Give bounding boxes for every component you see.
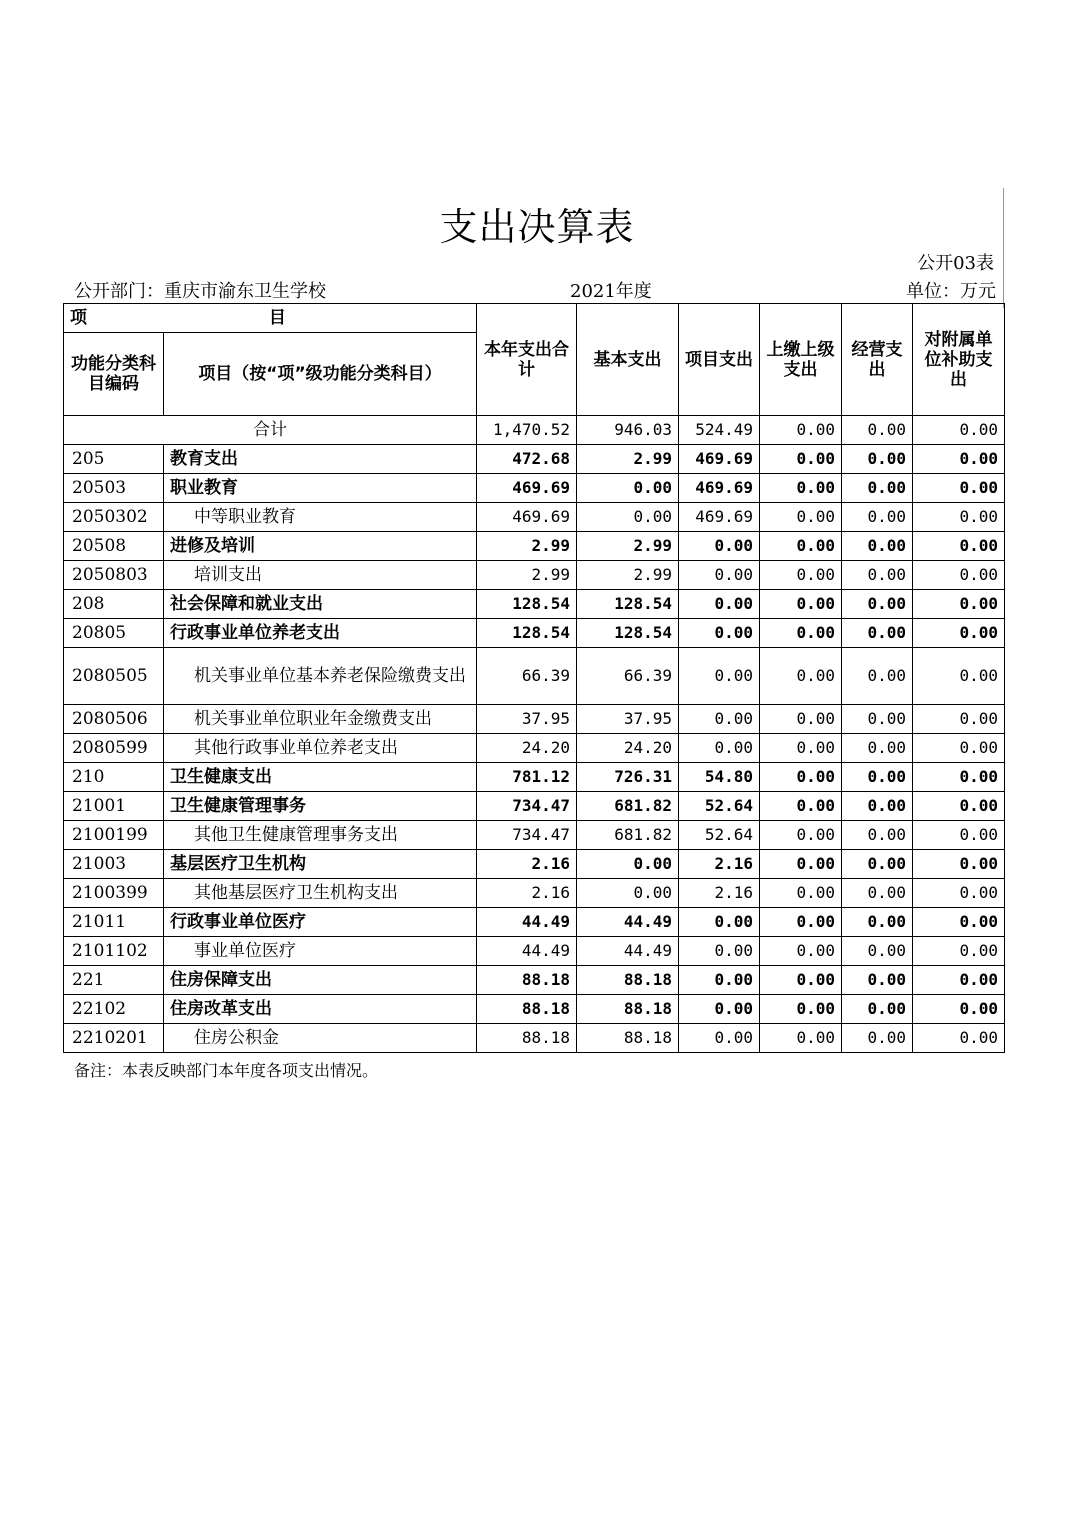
row-code: 2080506 bbox=[64, 705, 164, 734]
row-value: 0.00 bbox=[760, 561, 842, 590]
row-value: 0.00 bbox=[760, 763, 842, 792]
row-value: 0.00 bbox=[842, 503, 913, 532]
row-value: 2.16 bbox=[679, 879, 760, 908]
row-value: 734.47 bbox=[477, 821, 577, 850]
row-value: 52.64 bbox=[679, 821, 760, 850]
row-value: 0.00 bbox=[913, 937, 1005, 966]
row-value: 0.00 bbox=[679, 532, 760, 561]
row-value: 0.00 bbox=[679, 619, 760, 648]
row-value: 0.00 bbox=[679, 590, 760, 619]
row-name: 培训支出 bbox=[164, 561, 477, 590]
row-code: 205 bbox=[64, 445, 164, 474]
row-value: 0.00 bbox=[679, 1024, 760, 1053]
row-value: 0.00 bbox=[760, 995, 842, 1024]
row-value: 681.82 bbox=[577, 821, 679, 850]
row-value: 128.54 bbox=[477, 590, 577, 619]
col-header-basic: 基本支出 bbox=[577, 304, 679, 416]
table-row bbox=[64, 995, 1005, 1024]
footnote: 备注：本表反映部门本年度各项支出情况。 bbox=[74, 1061, 379, 1080]
row-value: 734.47 bbox=[477, 792, 577, 821]
row-name: 卫生健康管理事务 bbox=[164, 792, 477, 821]
row-code: 2100399 bbox=[64, 879, 164, 908]
row-value: 0.00 bbox=[913, 590, 1005, 619]
row-code: 210 bbox=[64, 763, 164, 792]
row-value: 0.00 bbox=[913, 966, 1005, 995]
row-value: 781.12 bbox=[477, 763, 577, 792]
row-value: 128.54 bbox=[477, 619, 577, 648]
row-value: 0.00 bbox=[679, 705, 760, 734]
row-value: 0.00 bbox=[760, 966, 842, 995]
row-value: 2.99 bbox=[577, 445, 679, 474]
header-row-top bbox=[64, 304, 1005, 333]
row-value: 0.00 bbox=[760, 445, 842, 474]
row-value: 0.00 bbox=[842, 648, 913, 705]
row-value: 0.00 bbox=[760, 850, 842, 879]
row-value: 44.49 bbox=[577, 908, 679, 937]
row-value: 37.95 bbox=[477, 705, 577, 734]
row-code: 20508 bbox=[64, 532, 164, 561]
row-code: 2100199 bbox=[64, 821, 164, 850]
row-value: 0.00 bbox=[679, 561, 760, 590]
row-name: 机关事业单位基本养老保险缴费支出 bbox=[164, 648, 477, 705]
row-value: 0.00 bbox=[913, 619, 1005, 648]
total-cell: 524.49 bbox=[679, 416, 760, 445]
row-value: 0.00 bbox=[842, 445, 913, 474]
row-name: 机关事业单位职业年金缴费支出 bbox=[164, 705, 477, 734]
total-cell: 0.00 bbox=[842, 416, 913, 445]
row-value: 0.00 bbox=[913, 705, 1005, 734]
row-value: 0.00 bbox=[577, 503, 679, 532]
row-value: 0.00 bbox=[913, 821, 1005, 850]
row-value: 469.69 bbox=[679, 503, 760, 532]
total-cell: 0.00 bbox=[760, 416, 842, 445]
unit-label: 单位：万元 bbox=[906, 281, 996, 302]
row-value: 0.00 bbox=[760, 503, 842, 532]
row-code: 22102 bbox=[64, 995, 164, 1024]
row-value: 2.99 bbox=[577, 561, 679, 590]
row-name: 卫生健康支出 bbox=[164, 763, 477, 792]
row-code: 21003 bbox=[64, 850, 164, 879]
row-value: 0.00 bbox=[913, 763, 1005, 792]
row-value: 0.00 bbox=[577, 850, 679, 879]
row-name: 行政事业单位养老支出 bbox=[164, 619, 477, 648]
row-value: 0.00 bbox=[913, 1024, 1005, 1053]
row-value: 0.00 bbox=[760, 1024, 842, 1053]
col-header-total: 本年支出合计 bbox=[477, 304, 577, 416]
row-value: 472.68 bbox=[477, 445, 577, 474]
row-value: 24.20 bbox=[477, 734, 577, 763]
department-label: 公开部门：重庆市渝东卫生学校 bbox=[74, 281, 326, 302]
row-value: 0.00 bbox=[913, 995, 1005, 1024]
row-value: 469.69 bbox=[477, 474, 577, 503]
form-number: 公开03表 bbox=[917, 253, 994, 274]
row-value: 2.99 bbox=[577, 532, 679, 561]
row-value: 0.00 bbox=[760, 532, 842, 561]
row-value: 0.00 bbox=[679, 995, 760, 1024]
row-value: 0.00 bbox=[760, 879, 842, 908]
row-name: 事业单位医疗 bbox=[164, 937, 477, 966]
table-row bbox=[64, 445, 1005, 474]
row-value: 0.00 bbox=[913, 879, 1005, 908]
row-value: 0.00 bbox=[760, 908, 842, 937]
row-code: 21011 bbox=[64, 908, 164, 937]
row-name: 教育支出 bbox=[164, 445, 477, 474]
row-value: 0.00 bbox=[842, 1024, 913, 1053]
row-value: 88.18 bbox=[477, 1024, 577, 1053]
row-value: 88.18 bbox=[577, 995, 679, 1024]
row-value: 726.31 bbox=[577, 763, 679, 792]
row-value: 681.82 bbox=[577, 792, 679, 821]
row-value: 44.49 bbox=[577, 937, 679, 966]
row-value: 54.80 bbox=[679, 763, 760, 792]
row-value: 0.00 bbox=[679, 648, 760, 705]
row-value: 0.00 bbox=[842, 705, 913, 734]
fiscal-year: 2021年度 bbox=[570, 281, 652, 302]
row-value: 0.00 bbox=[842, 763, 913, 792]
row-value: 88.18 bbox=[477, 966, 577, 995]
row-value: 0.00 bbox=[842, 734, 913, 763]
row-value: 0.00 bbox=[913, 532, 1005, 561]
row-value: 44.49 bbox=[477, 937, 577, 966]
col-header-remit: 上缴上级支出 bbox=[760, 304, 842, 416]
row-value: 469.69 bbox=[477, 503, 577, 532]
row-value: 128.54 bbox=[577, 590, 679, 619]
row-value: 0.00 bbox=[842, 879, 913, 908]
table-row bbox=[64, 821, 1005, 850]
row-value: 2.99 bbox=[477, 532, 577, 561]
row-value: 37.95 bbox=[577, 705, 679, 734]
row-value: 0.00 bbox=[577, 879, 679, 908]
table-row bbox=[64, 503, 1005, 532]
table-row bbox=[64, 966, 1005, 995]
row-name: 住房改革支出 bbox=[164, 995, 477, 1024]
table-row bbox=[64, 590, 1005, 619]
row-value: 0.00 bbox=[760, 792, 842, 821]
row-code: 20503 bbox=[64, 474, 164, 503]
row-name: 中等职业教育 bbox=[164, 503, 477, 532]
row-value: 0.00 bbox=[842, 995, 913, 1024]
row-value: 469.69 bbox=[679, 445, 760, 474]
row-value: 0.00 bbox=[842, 937, 913, 966]
row-value: 0.00 bbox=[842, 532, 913, 561]
row-value: 88.18 bbox=[477, 995, 577, 1024]
col-header-code: 功能分类科目编码 bbox=[64, 333, 164, 416]
row-value: 0.00 bbox=[913, 648, 1005, 705]
row-value: 2.16 bbox=[477, 850, 577, 879]
row-name: 其他行政事业单位养老支出 bbox=[164, 734, 477, 763]
row-code: 208 bbox=[64, 590, 164, 619]
row-name: 社会保障和就业支出 bbox=[164, 590, 477, 619]
table-row bbox=[64, 648, 1005, 705]
row-value: 0.00 bbox=[760, 474, 842, 503]
row-value: 2.16 bbox=[679, 850, 760, 879]
row-code: 2210201 bbox=[64, 1024, 164, 1053]
row-name: 其他基层医疗卫生机构支出 bbox=[164, 879, 477, 908]
row-code: 2080599 bbox=[64, 734, 164, 763]
row-value: 469.69 bbox=[679, 474, 760, 503]
row-value: 0.00 bbox=[842, 619, 913, 648]
row-name: 其他卫生健康管理事务支出 bbox=[164, 821, 477, 850]
row-value: 0.00 bbox=[760, 734, 842, 763]
table-row bbox=[64, 474, 1005, 503]
total-row bbox=[64, 416, 1005, 445]
total-cell: 0.00 bbox=[913, 416, 1005, 445]
row-value: 0.00 bbox=[679, 908, 760, 937]
col-header-business: 经营支出 bbox=[842, 304, 913, 416]
row-name: 基层医疗卫生机构 bbox=[164, 850, 477, 879]
row-value: 0.00 bbox=[842, 474, 913, 503]
row-value: 0.00 bbox=[760, 705, 842, 734]
row-value: 0.00 bbox=[913, 474, 1005, 503]
item-header-b: 目 bbox=[268, 308, 286, 328]
row-value: 0.00 bbox=[842, 561, 913, 590]
row-code: 2050302 bbox=[64, 503, 164, 532]
row-value: 0.00 bbox=[760, 648, 842, 705]
row-value: 0.00 bbox=[913, 734, 1005, 763]
table-row bbox=[64, 705, 1005, 734]
row-code: 20805 bbox=[64, 619, 164, 648]
col-header-name: 项目（按“项”级功能分类科目） bbox=[164, 333, 477, 416]
row-value: 66.39 bbox=[577, 648, 679, 705]
row-value: 0.00 bbox=[842, 821, 913, 850]
row-value: 88.18 bbox=[577, 1024, 679, 1053]
row-code: 221 bbox=[64, 966, 164, 995]
table-row bbox=[64, 763, 1005, 792]
row-name: 职业教育 bbox=[164, 474, 477, 503]
row-name: 住房公积金 bbox=[164, 1024, 477, 1053]
row-code: 2050803 bbox=[64, 561, 164, 590]
row-value: 0.00 bbox=[679, 966, 760, 995]
col-header-subsidy: 对附属单位补助支出 bbox=[913, 304, 1005, 416]
row-value: 0.00 bbox=[679, 734, 760, 763]
table-row bbox=[64, 532, 1005, 561]
row-code: 21001 bbox=[64, 792, 164, 821]
row-code: 2080505 bbox=[64, 648, 164, 705]
row-value: 0.00 bbox=[760, 619, 842, 648]
row-value: 0.00 bbox=[913, 908, 1005, 937]
row-name: 行政事业单位医疗 bbox=[164, 908, 477, 937]
row-value: 0.00 bbox=[842, 908, 913, 937]
row-value: 0.00 bbox=[760, 937, 842, 966]
col-header-project: 项目支出 bbox=[679, 304, 760, 416]
row-value: 66.39 bbox=[477, 648, 577, 705]
row-value: 24.20 bbox=[577, 734, 679, 763]
row-code: 2101102 bbox=[64, 937, 164, 966]
table-row bbox=[64, 561, 1005, 590]
total-cell: 946.03 bbox=[577, 416, 679, 445]
row-name: 住房保障支出 bbox=[164, 966, 477, 995]
page-title: 支出决算表 bbox=[439, 205, 635, 249]
row-value: 2.16 bbox=[477, 879, 577, 908]
table-row bbox=[64, 734, 1005, 763]
row-value: 0.00 bbox=[913, 850, 1005, 879]
row-value: 0.00 bbox=[913, 503, 1005, 532]
row-value: 0.00 bbox=[842, 792, 913, 821]
row-value: 52.64 bbox=[679, 792, 760, 821]
item-header-a: 项 bbox=[70, 308, 87, 328]
row-value: 0.00 bbox=[679, 937, 760, 966]
row-value: 0.00 bbox=[842, 590, 913, 619]
row-value: 0.00 bbox=[577, 474, 679, 503]
row-value: 0.00 bbox=[913, 445, 1005, 474]
row-value: 0.00 bbox=[913, 792, 1005, 821]
table-row bbox=[64, 1024, 1005, 1053]
row-name: 进修及培训 bbox=[164, 532, 477, 561]
total-cell: 1,470.52 bbox=[477, 416, 577, 445]
row-value: 0.00 bbox=[760, 590, 842, 619]
table-row bbox=[64, 850, 1005, 879]
table-row bbox=[64, 879, 1005, 908]
table-row bbox=[64, 908, 1005, 937]
row-value: 0.00 bbox=[842, 966, 913, 995]
table-row bbox=[64, 619, 1005, 648]
row-value: 88.18 bbox=[577, 966, 679, 995]
table-row bbox=[64, 937, 1005, 966]
expenditure-table bbox=[63, 303, 1005, 1053]
item-header bbox=[64, 304, 477, 333]
row-value: 0.00 bbox=[913, 561, 1005, 590]
table-row bbox=[64, 792, 1005, 821]
total-label: 合计 bbox=[64, 416, 477, 445]
row-value: 0.00 bbox=[842, 850, 913, 879]
row-value: 44.49 bbox=[477, 908, 577, 937]
row-value: 0.00 bbox=[760, 821, 842, 850]
row-value: 2.99 bbox=[477, 561, 577, 590]
row-value: 128.54 bbox=[577, 619, 679, 648]
